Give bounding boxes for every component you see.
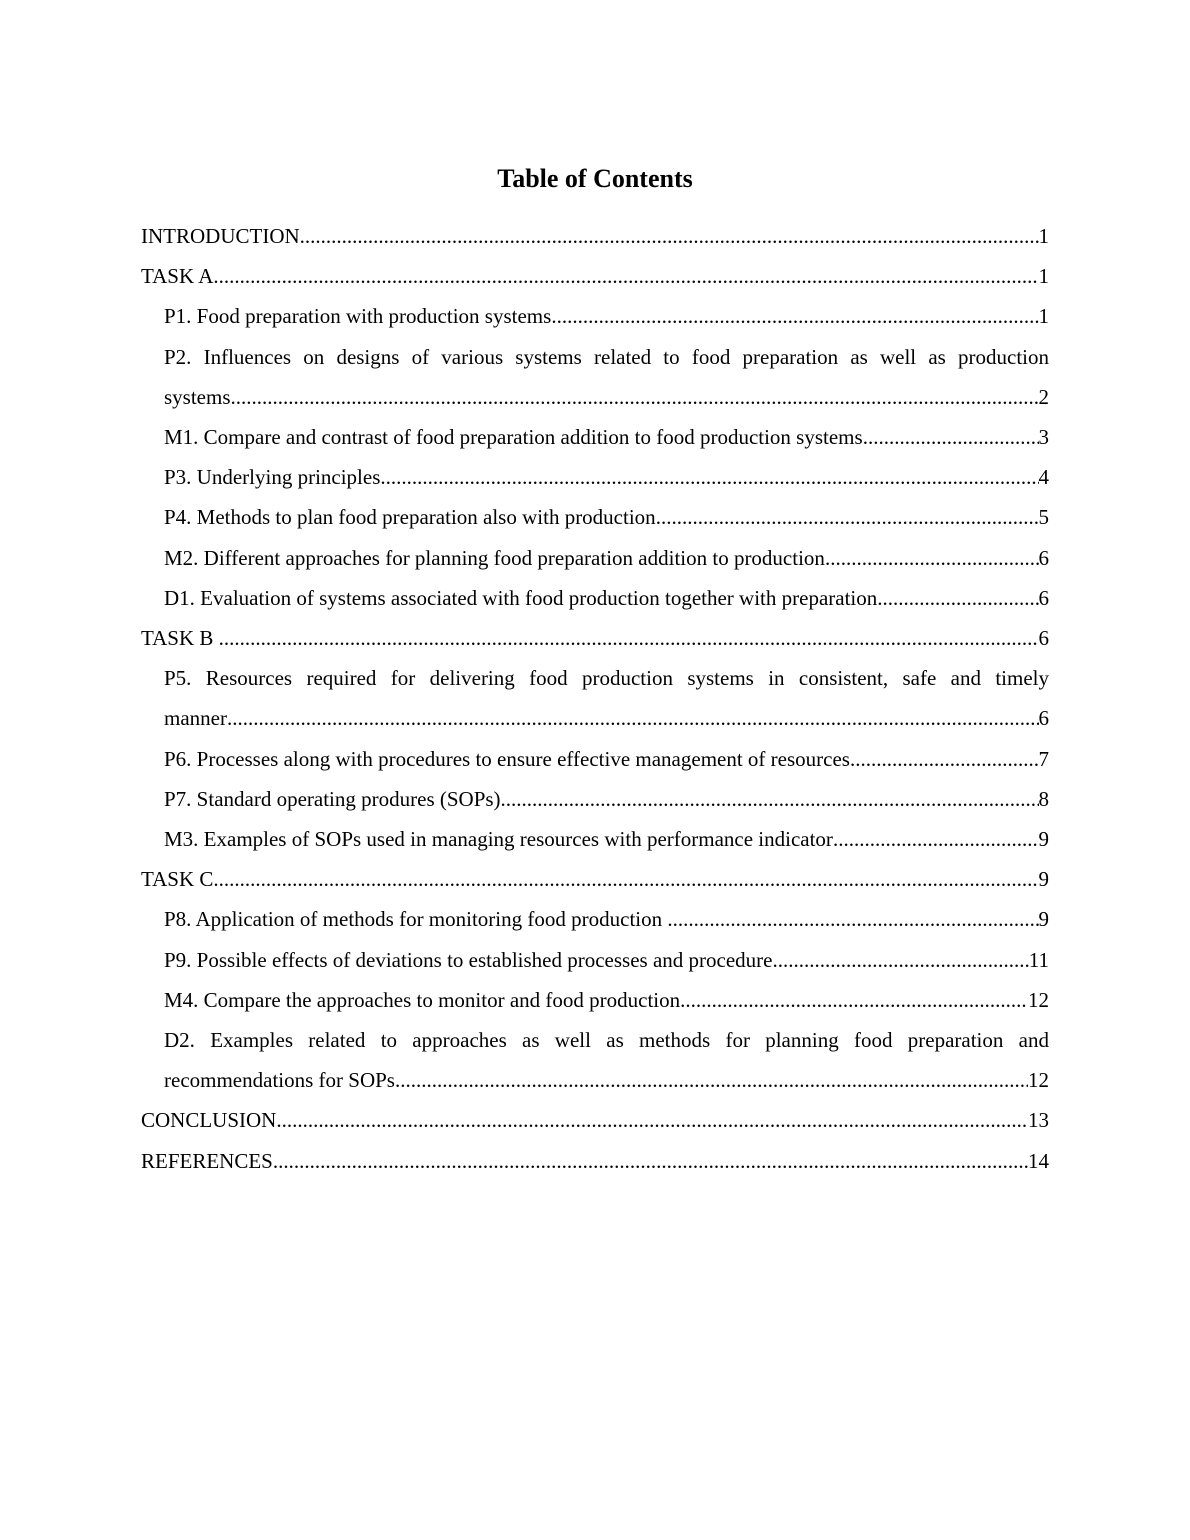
toc-entry-label: P3. Underlying principles — [164, 465, 381, 490]
toc-entry-p2[interactable] — [164, 337, 1049, 417]
toc-entry-label: P6. Processes along with procedures to ensure effective management of resources — [164, 746, 850, 771]
toc-page-number: 1 — [1038, 224, 1049, 248]
toc-page-number: 6 — [1038, 585, 1049, 610]
toc-page-number: 8 — [1038, 786, 1049, 811]
toc-entry-label: P7. Standard operating produres (SOPs) — [164, 786, 501, 811]
table-of-contents — [141, 216, 1049, 1181]
toc-entry-d2[interactable] — [164, 1020, 1049, 1100]
dot-leader — [877, 578, 1038, 618]
dot-leader — [501, 779, 1039, 819]
dot-leader — [772, 940, 1028, 980]
toc-page-number: 4 — [1038, 465, 1049, 490]
toc-entry-conclusion[interactable] — [141, 1100, 1049, 1140]
toc-entry-label-line-1: P2. Influences on designs of various systems related to food preparation as well as production — [164, 344, 1049, 369]
toc-entry-label: recommendations for SOPs — [164, 1068, 395, 1093]
toc-page-number: 2 — [1038, 384, 1049, 409]
dot-leader — [551, 296, 1038, 336]
dot-leader — [213, 256, 1038, 296]
toc-entry-label: INTRODUCTION — [141, 224, 300, 248]
dot-leader — [300, 216, 1039, 256]
toc-entry-task-c[interactable] — [141, 859, 1049, 899]
toc-entry-label: P4. Methods to plan food preparation also with production — [164, 505, 656, 530]
dot-leader — [667, 899, 1038, 939]
toc-entry-p7[interactable] — [164, 779, 1049, 819]
toc-entry-d1[interactable] — [164, 578, 1049, 618]
toc-entry-label: manner — [164, 706, 227, 731]
toc-page-number: 3 — [1038, 425, 1049, 450]
toc-entry-label: TASK A — [141, 264, 214, 289]
toc-entry-label: M1. Compare and contrast of food preparation addition to food production systems — [164, 425, 863, 450]
toc-page-number: 11 — [1028, 947, 1049, 972]
toc-entry-p4[interactable] — [164, 497, 1049, 537]
toc-page-number: 1 — [1038, 304, 1049, 329]
toc-entry-p3[interactable] — [164, 457, 1049, 497]
dot-leader — [213, 859, 1038, 899]
dot-leader — [219, 618, 1039, 658]
toc-entry-references[interactable] — [141, 1141, 1049, 1181]
toc-entry-label: P1. Food preparation with production systems — [164, 304, 552, 329]
toc-entry-label: TASK B — [141, 626, 219, 651]
toc-page-number: 6 — [1038, 706, 1049, 731]
toc-entry-p9[interactable] — [164, 940, 1049, 980]
toc-entry-p1[interactable] — [164, 296, 1049, 336]
toc-entry-label: REFERENCES — [141, 1148, 273, 1173]
toc-page-number: 13 — [1028, 1108, 1049, 1133]
toc-page-number: 9 — [1038, 867, 1049, 892]
toc-entry-m2[interactable] — [164, 538, 1049, 578]
dot-leader — [680, 980, 1028, 1020]
dot-leader — [276, 1100, 1028, 1140]
toc-entry-p6[interactable] — [164, 739, 1049, 779]
dot-leader — [656, 497, 1039, 537]
dot-leader — [380, 457, 1038, 497]
dot-leader — [833, 819, 1039, 859]
dot-leader — [231, 377, 1039, 417]
toc-page-number: 1 — [1038, 264, 1049, 289]
toc-entry-m3[interactable] — [164, 819, 1049, 859]
toc-entry-label: P9. Possible effects of deviations to established processes and procedure — [164, 947, 773, 972]
dot-leader — [850, 739, 1039, 779]
toc-entry-p8[interactable] — [164, 899, 1049, 939]
dot-leader — [863, 417, 1039, 457]
toc-entry-m4[interactable] — [164, 980, 1049, 1020]
toc-entry-p5[interactable] — [164, 658, 1049, 738]
toc-entry-label: CONCLUSION — [141, 1108, 277, 1133]
toc-entry-label: D1. Evaluation of systems associated with food production together with preparation — [164, 585, 878, 610]
toc-entry-label: M2. Different approaches for planning food preparation addition to production — [164, 545, 825, 570]
toc-page-number: 6 — [1038, 626, 1049, 651]
toc-page-number: 5 — [1038, 505, 1049, 530]
dot-leader — [273, 1141, 1028, 1181]
toc-entry-label: TASK C — [141, 867, 214, 892]
toc-page-number: 6 — [1038, 545, 1049, 570]
toc-page-number: 9 — [1038, 907, 1049, 932]
dot-leader — [227, 698, 1039, 738]
toc-entry-label: M3. Examples of SOPs used in managing resources with performance indicator — [164, 827, 833, 852]
toc-entry-task-b[interactable] — [141, 618, 1049, 658]
toc-entry-m1[interactable] — [164, 417, 1049, 457]
dot-leader — [395, 1060, 1028, 1100]
toc-page-number: 9 — [1038, 827, 1049, 852]
toc-entry-label: systems — [164, 384, 231, 409]
toc-entry-label-line-1: D2. Examples related to approaches as well as methods for planning food preparation and — [164, 1028, 1049, 1053]
toc-page-number: 7 — [1038, 746, 1049, 771]
dot-leader — [825, 538, 1039, 578]
toc-page-number: 12 — [1028, 1068, 1049, 1093]
toc-page-number: 14 — [1028, 1148, 1049, 1173]
toc-entry-label-line-1: P5. Resources required for delivering food production systems in consistent, safe and timely — [164, 666, 1049, 691]
toc-entry-task-a[interactable] — [141, 256, 1049, 296]
toc-entry-label: P8. Application of methods for monitoring food production — [164, 907, 668, 932]
toc-entry-introduction[interactable] — [141, 216, 1049, 256]
page-title: Table of Contents — [497, 164, 693, 193]
toc-entry-label: M4. Compare the approaches to monitor and food production — [164, 987, 681, 1012]
toc-page-number: 12 — [1028, 987, 1049, 1012]
